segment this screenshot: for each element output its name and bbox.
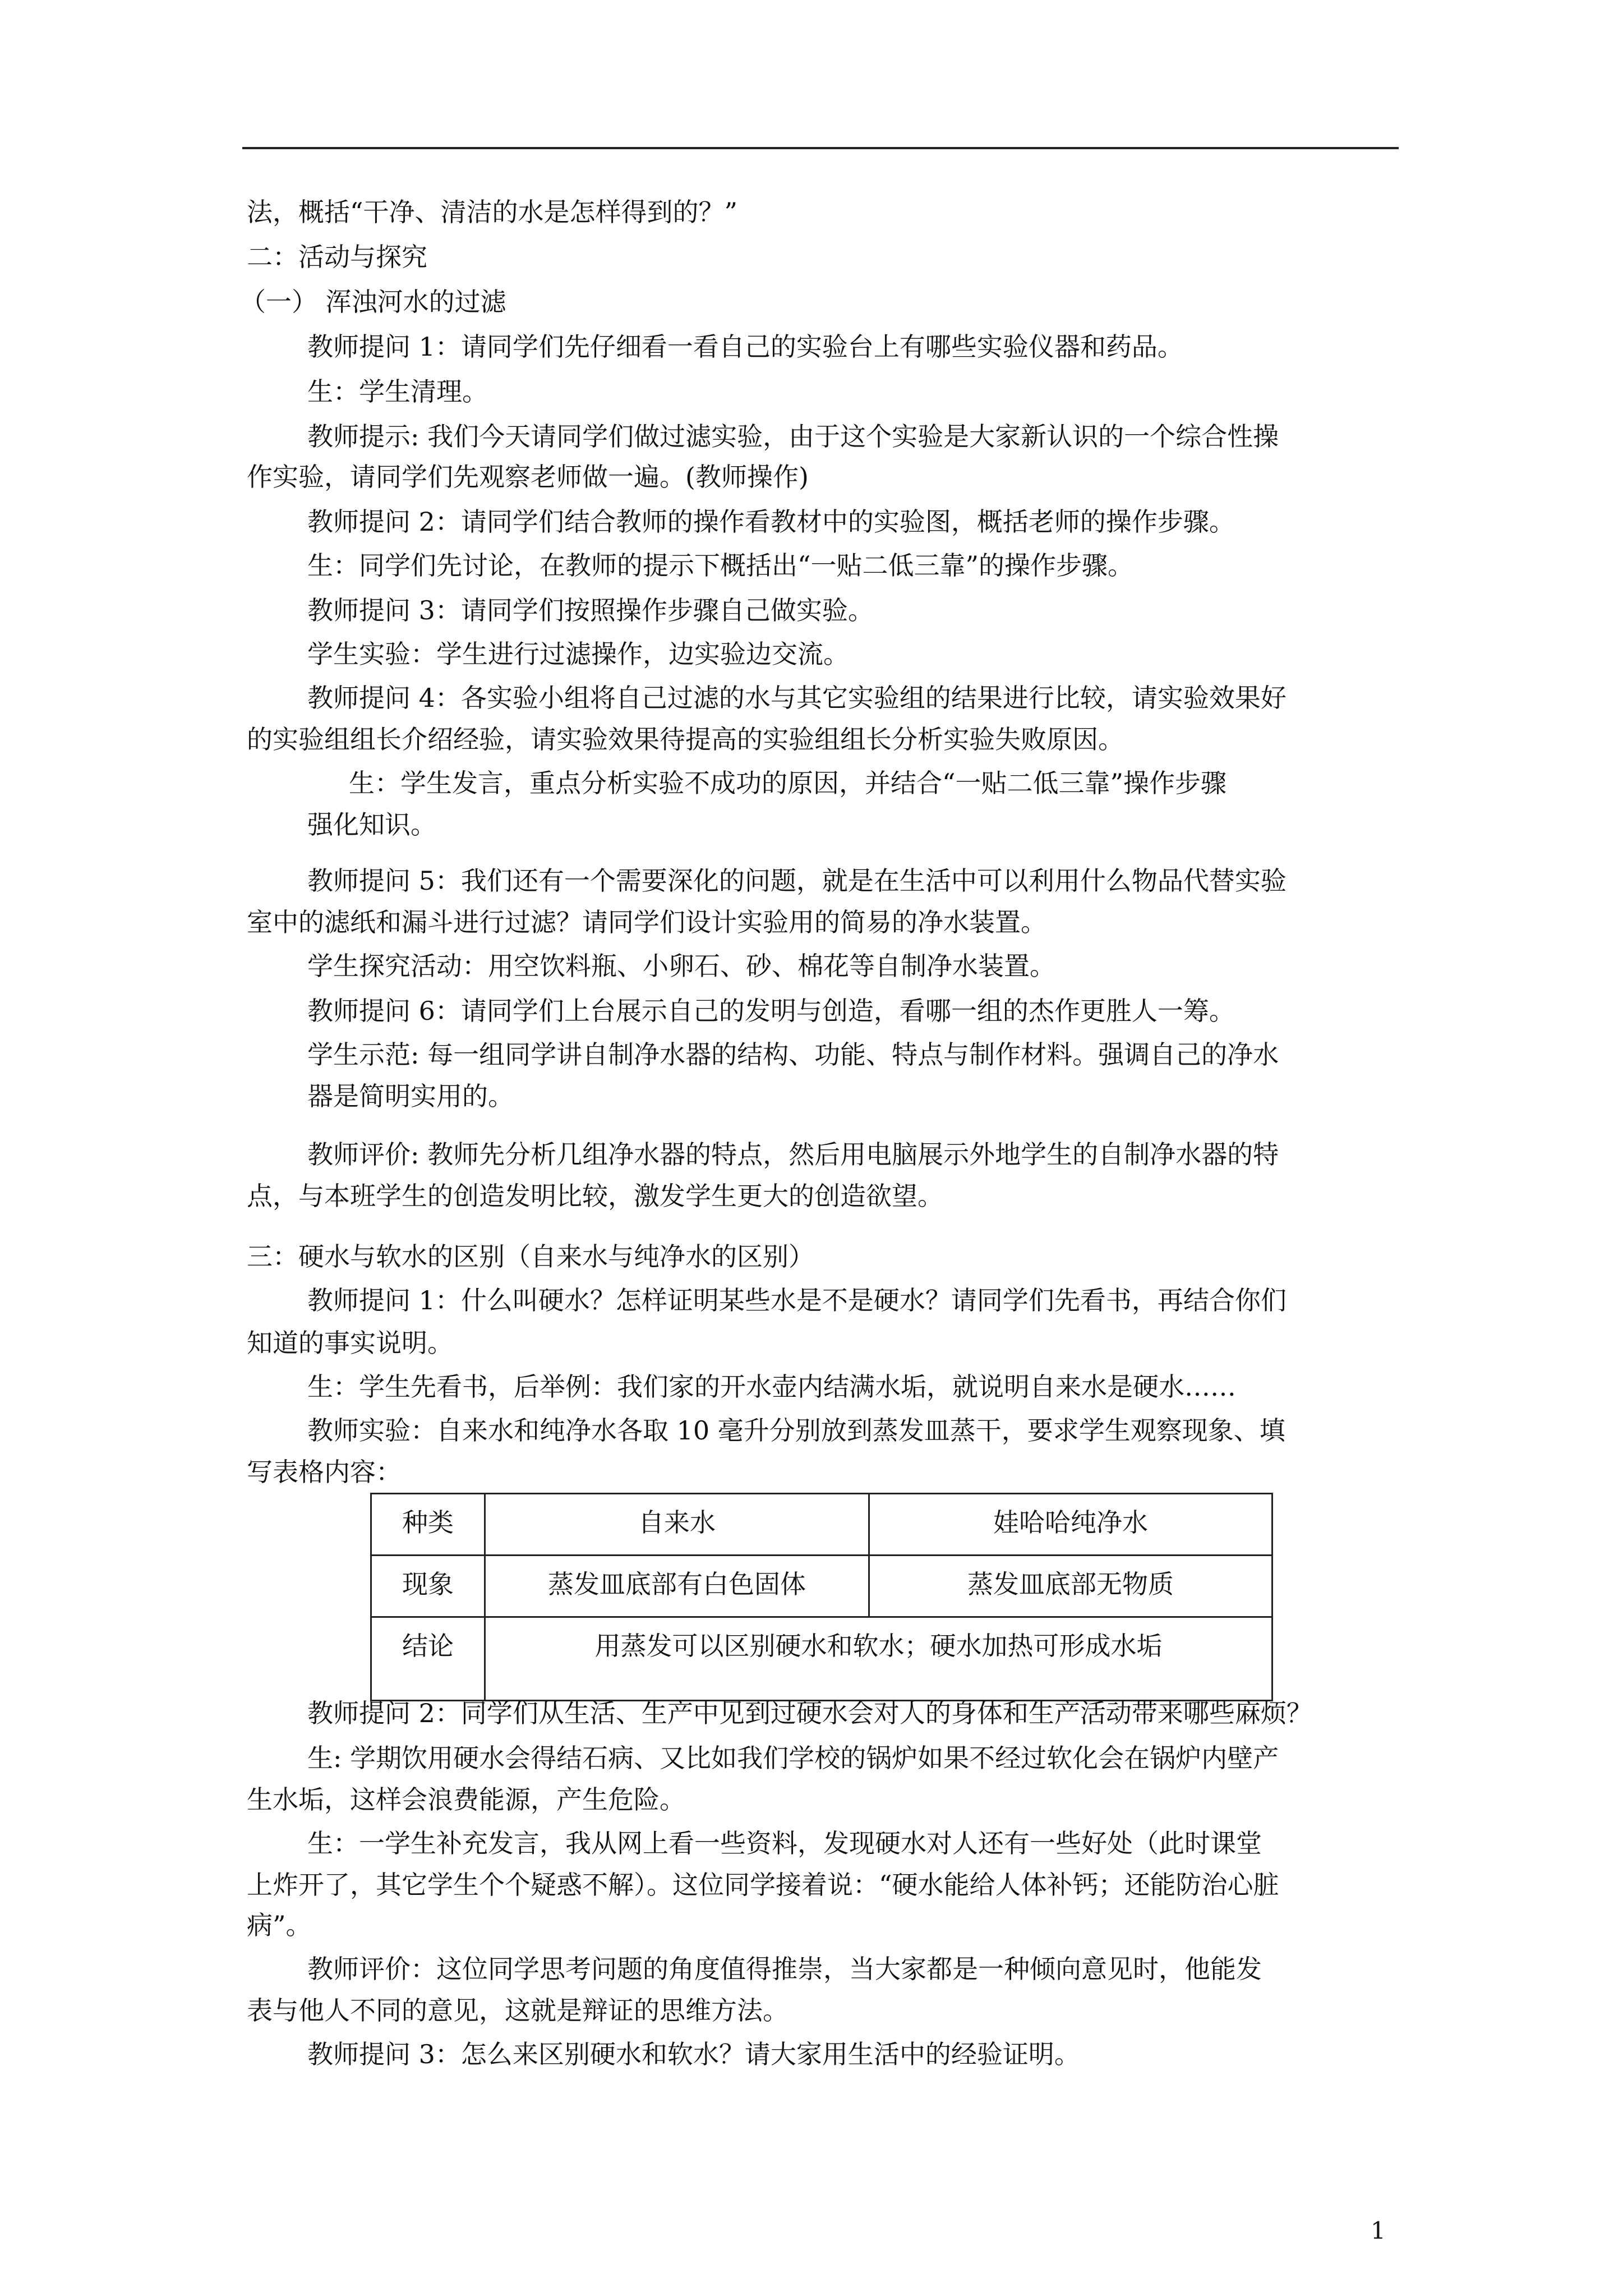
- subsection-heading: （一） 浑浊河水的过滤: [240, 287, 506, 317]
- header-rule: [242, 147, 1399, 149]
- text-line: 教师提问 4：各实验小组将自己过滤的水与其它实验组的结果进行比较，请实验效果好: [307, 683, 1287, 713]
- text-line: 教师实验：自来水和纯净水各取 10 毫升分别放到蒸发皿蒸干，要求学生观察现象、填: [307, 1415, 1285, 1446]
- text-line: 写表格内容：: [247, 1457, 402, 1487]
- text-line: 教师提问 2：同学们从生活、生产中见到过硬水会对人的身体和生产活动带来哪些麻烦？: [307, 1698, 1312, 1728]
- text-line: 学生示范: 每一组同学讲自制净水器的结构、功能、特点与制作材料。强调自己的净水: [307, 1039, 1279, 1070]
- table-row: [371, 1617, 1272, 1701]
- text-line: 点，与本班学生的创造发明比较，激发学生更大的创造欲望。: [247, 1181, 943, 1211]
- text-line: 上炸开了，其它学生个个疑惑不解）。这位同学接着说：“硬水能给人体补钙；还能防治心脏: [247, 1870, 1279, 1900]
- text-line: 作实验，请同学们先观察老师做一遍。(教师操作): [247, 462, 809, 492]
- text-line: 生水垢，这样会浪费能源，产生危险。: [247, 1784, 685, 1815]
- text-line: 强化知识。: [307, 809, 436, 840]
- text-line: 法，概括“干净、清洁的水是怎样得到的？”: [247, 197, 738, 227]
- text-line: 室中的滤纸和漏斗进行过滤？请同学们设计实验用的简易的净水装置。: [247, 907, 1046, 937]
- table-row: [371, 1556, 1272, 1617]
- table-cell: 种类: [371, 1494, 485, 1556]
- section-heading: 三：硬水与软水的区别（自来水与纯净水的区别）: [247, 1241, 814, 1272]
- table-cell: 蒸发皿底部无物质: [869, 1556, 1272, 1617]
- text-line: 教师提问 3：怎么来区别硬水和软水？请大家用生活中的经验证明。: [307, 2039, 1080, 2069]
- table-cell: 自来水: [485, 1494, 869, 1556]
- page-number: 1: [1371, 2217, 1386, 2244]
- text-line: 知道的事实说明。: [247, 1328, 453, 1358]
- text-line: 生：学生清理。: [307, 376, 488, 407]
- table-cell: 结论: [371, 1617, 485, 1701]
- table-row: [371, 1494, 1272, 1556]
- text-line: 生：一学生补充发言，我从网上看一些资料，发现硬水对人还有一些好处（此时课堂: [307, 1828, 1262, 1858]
- section-heading: 二：活动与探究: [247, 242, 427, 272]
- table-cell: 娃哈哈纯净水: [869, 1494, 1272, 1556]
- text-line: 生: 学期饮用硬水会得结石病、又比如我们学校的锅炉如果不经过软化会在锅炉内壁产: [307, 1743, 1279, 1773]
- text-line: 教师提示: 我们今天请同学们做过滤实验，由于这个实验是大家新认识的一个综合性操: [307, 421, 1279, 452]
- text-line: 学生探究活动：用空饮料瓶、小卵石、砂、棉花等自制净水装置。: [307, 951, 1055, 981]
- text-line: 病”。: [247, 1910, 312, 1940]
- text-line: 学生实验：学生进行过滤操作，边实验边交流。: [307, 639, 849, 669]
- text-line: 教师提问 1：什么叫硬水？怎样证明某些水是不是硬水？请同学们先看书，再结合你们: [307, 1285, 1287, 1315]
- table-cell: 用蒸发可以区别硬水和软水；硬水加热可形成水垢: [485, 1617, 1272, 1701]
- text-line: 教师提问 1：请同学们先仔细看一看自己的实验台上有哪些实验仪器和药品。: [307, 332, 1183, 362]
- text-line: 器是简明实用的。: [307, 1081, 514, 1111]
- text-line: 教师提问 2：请同学们结合教师的操作看教材中的实验图，概括老师的操作步骤。: [307, 507, 1235, 537]
- results-table: [370, 1493, 1273, 1701]
- text-line: 教师提问 3：请同学们按照操作步骤自己做实验。: [307, 595, 874, 625]
- text-line: 教师提问 6：请同学们上台展示自己的发明与创造，看哪一组的杰作更胜人一筹。: [307, 996, 1235, 1026]
- table-cell: 蒸发皿底部有白色固体: [485, 1556, 869, 1617]
- text-line: 的实验组组长介绍经验，请实验效果待提高的实验组组长分析实验失败原因。: [247, 724, 1124, 754]
- text-line: 教师提问 5：我们还有一个需要深化的问题，就是在生活中可以利用什么物品代替实验: [307, 866, 1287, 896]
- text-line: 教师评价: 教师先分析几组净水器的特点，然后用电脑展示外地学生的自制净水器的特: [307, 1139, 1279, 1170]
- text-line: 生：同学们先讨论，在教师的提示下概括出“一贴二低三靠”的操作步骤。: [307, 550, 1134, 581]
- text-line: 表与他人不同的意见，这就是辩证的思维方法。: [247, 1995, 789, 2026]
- table-cell: 现象: [371, 1556, 485, 1617]
- text-line: 生：学生先看书，后举例：我们家的开水壶内结满水垢，就说明自来水是硬水……: [307, 1372, 1236, 1402]
- text-line: 生：学生发言，重点分析实验不成功的原因，并结合“一贴二低三靠”操作步骤: [349, 768, 1227, 798]
- text-line: 教师评价：这位同学思考问题的角度值得推崇，当大家都是一种倾向意见时，他能发: [307, 1954, 1262, 1984]
